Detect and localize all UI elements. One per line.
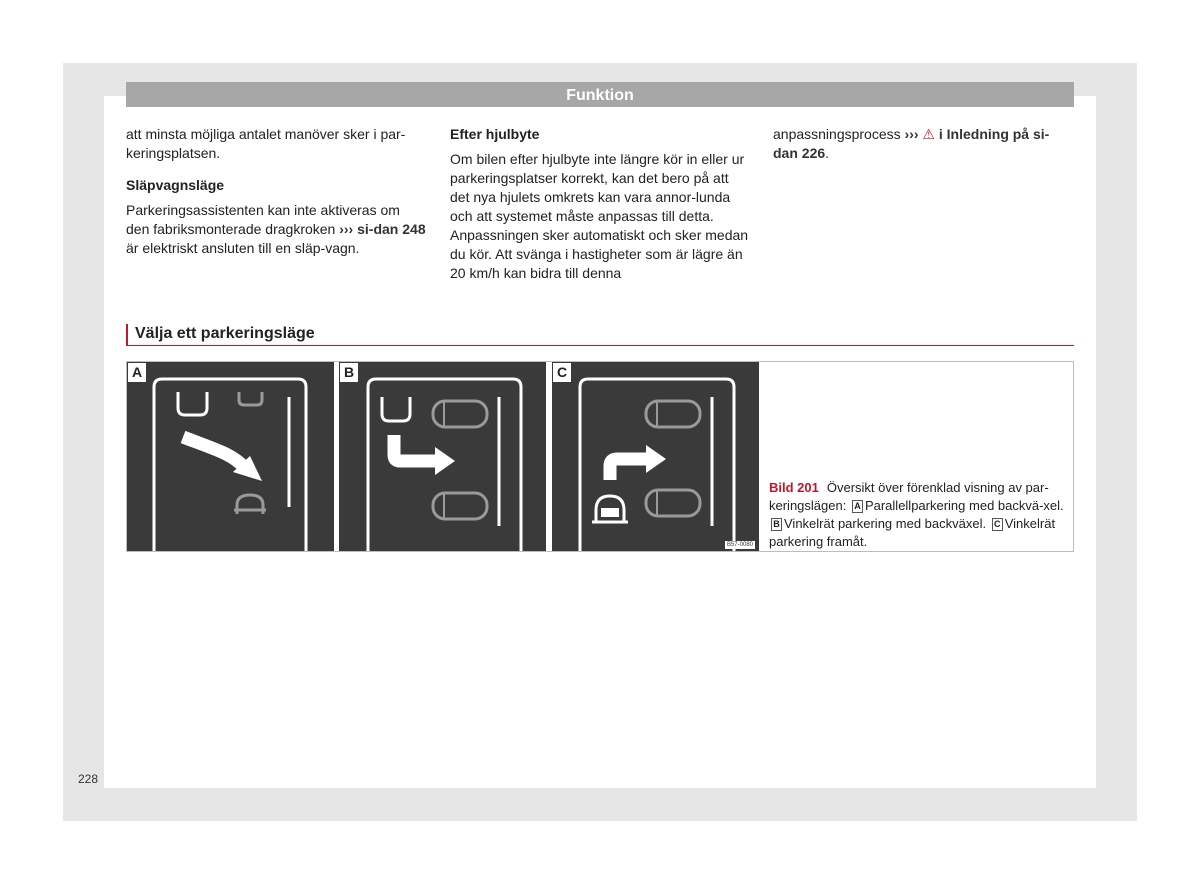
key-b-icon: B	[771, 518, 782, 531]
warning-icon: ⚠	[922, 126, 935, 142]
paragraph: Om bilen efter hjulbyte inte längre kör in eller ur parkeringsplatser korrekt, kan det bero på att det nya hjulets omkrets kan vara annor-lunda och att systemet måste anpassas till detta. Anpassningen sker automatiskt och sker medan du kör. Att svänga i hastigheter som är lägre än 20 km/h kan bidra till denna	[450, 151, 749, 281]
panel-c-perpendicular-forward	[552, 362, 759, 551]
text-column-1	[126, 125, 426, 262]
subheading-trailer-mode: Släpvagnsläge	[126, 177, 225, 193]
perpendicular-reverse-diagram	[339, 362, 546, 551]
paragraph	[773, 125, 1073, 163]
caption-text: Vinkelrät parkering framåt.	[769, 516, 1056, 549]
arrows-icon: ›››	[339, 221, 354, 237]
page-number: 228	[78, 772, 99, 786]
figure-label: Bild 201	[769, 480, 819, 495]
chapter-header: Funktion	[126, 82, 1074, 107]
caption-text: Översikt över förenklad visning av par-keringslägen:	[769, 480, 1049, 513]
parallel-parking-diagram	[127, 362, 334, 551]
panel-tag: C	[553, 363, 571, 382]
page-reference-link[interactable]: i Inledning på si-dan 226	[773, 126, 1050, 161]
figure-caption	[769, 479, 1065, 551]
paragraph-text: är elektriskt ansluten till en släp-vagn.	[126, 240, 360, 256]
panel-a-parallel-reverse	[127, 362, 334, 551]
paragraph	[126, 201, 426, 258]
panel-tag: A	[128, 363, 146, 382]
figure-parking-modes	[126, 361, 1074, 552]
perpendicular-forward-diagram	[552, 362, 759, 551]
caption-text: Vinkelrät parkering med backväxel.	[784, 516, 987, 531]
paragraph-text: anpassningsprocess	[773, 126, 901, 142]
paragraph-text: Parkeringsassistenten kan inte aktiveras om den fabriksmonterade dragkroken	[126, 202, 400, 237]
key-c-icon: C	[992, 518, 1003, 531]
paragraph: att minsta möjliga antalet manöver sker i par-keringsplatsen.	[126, 126, 406, 161]
arrows-icon: ›››	[904, 126, 919, 142]
panel-tag: B	[340, 363, 358, 382]
page-reference-link[interactable]: si-dan 248	[357, 221, 426, 237]
text-column-2	[450, 125, 750, 287]
caption-text: Parallellparkering med backvä-xel.	[864, 498, 1064, 513]
subheading-wheel-change: Efter hjulbyte	[450, 126, 540, 142]
paragraph-text: .	[825, 145, 830, 161]
figure-code: B57-0080	[726, 542, 753, 548]
panel-b-perpendicular-reverse	[339, 362, 546, 551]
section-title: Välja ett parkeringsläge	[126, 324, 1074, 346]
text-column-3	[773, 125, 1073, 167]
key-a-icon: A	[852, 500, 863, 513]
